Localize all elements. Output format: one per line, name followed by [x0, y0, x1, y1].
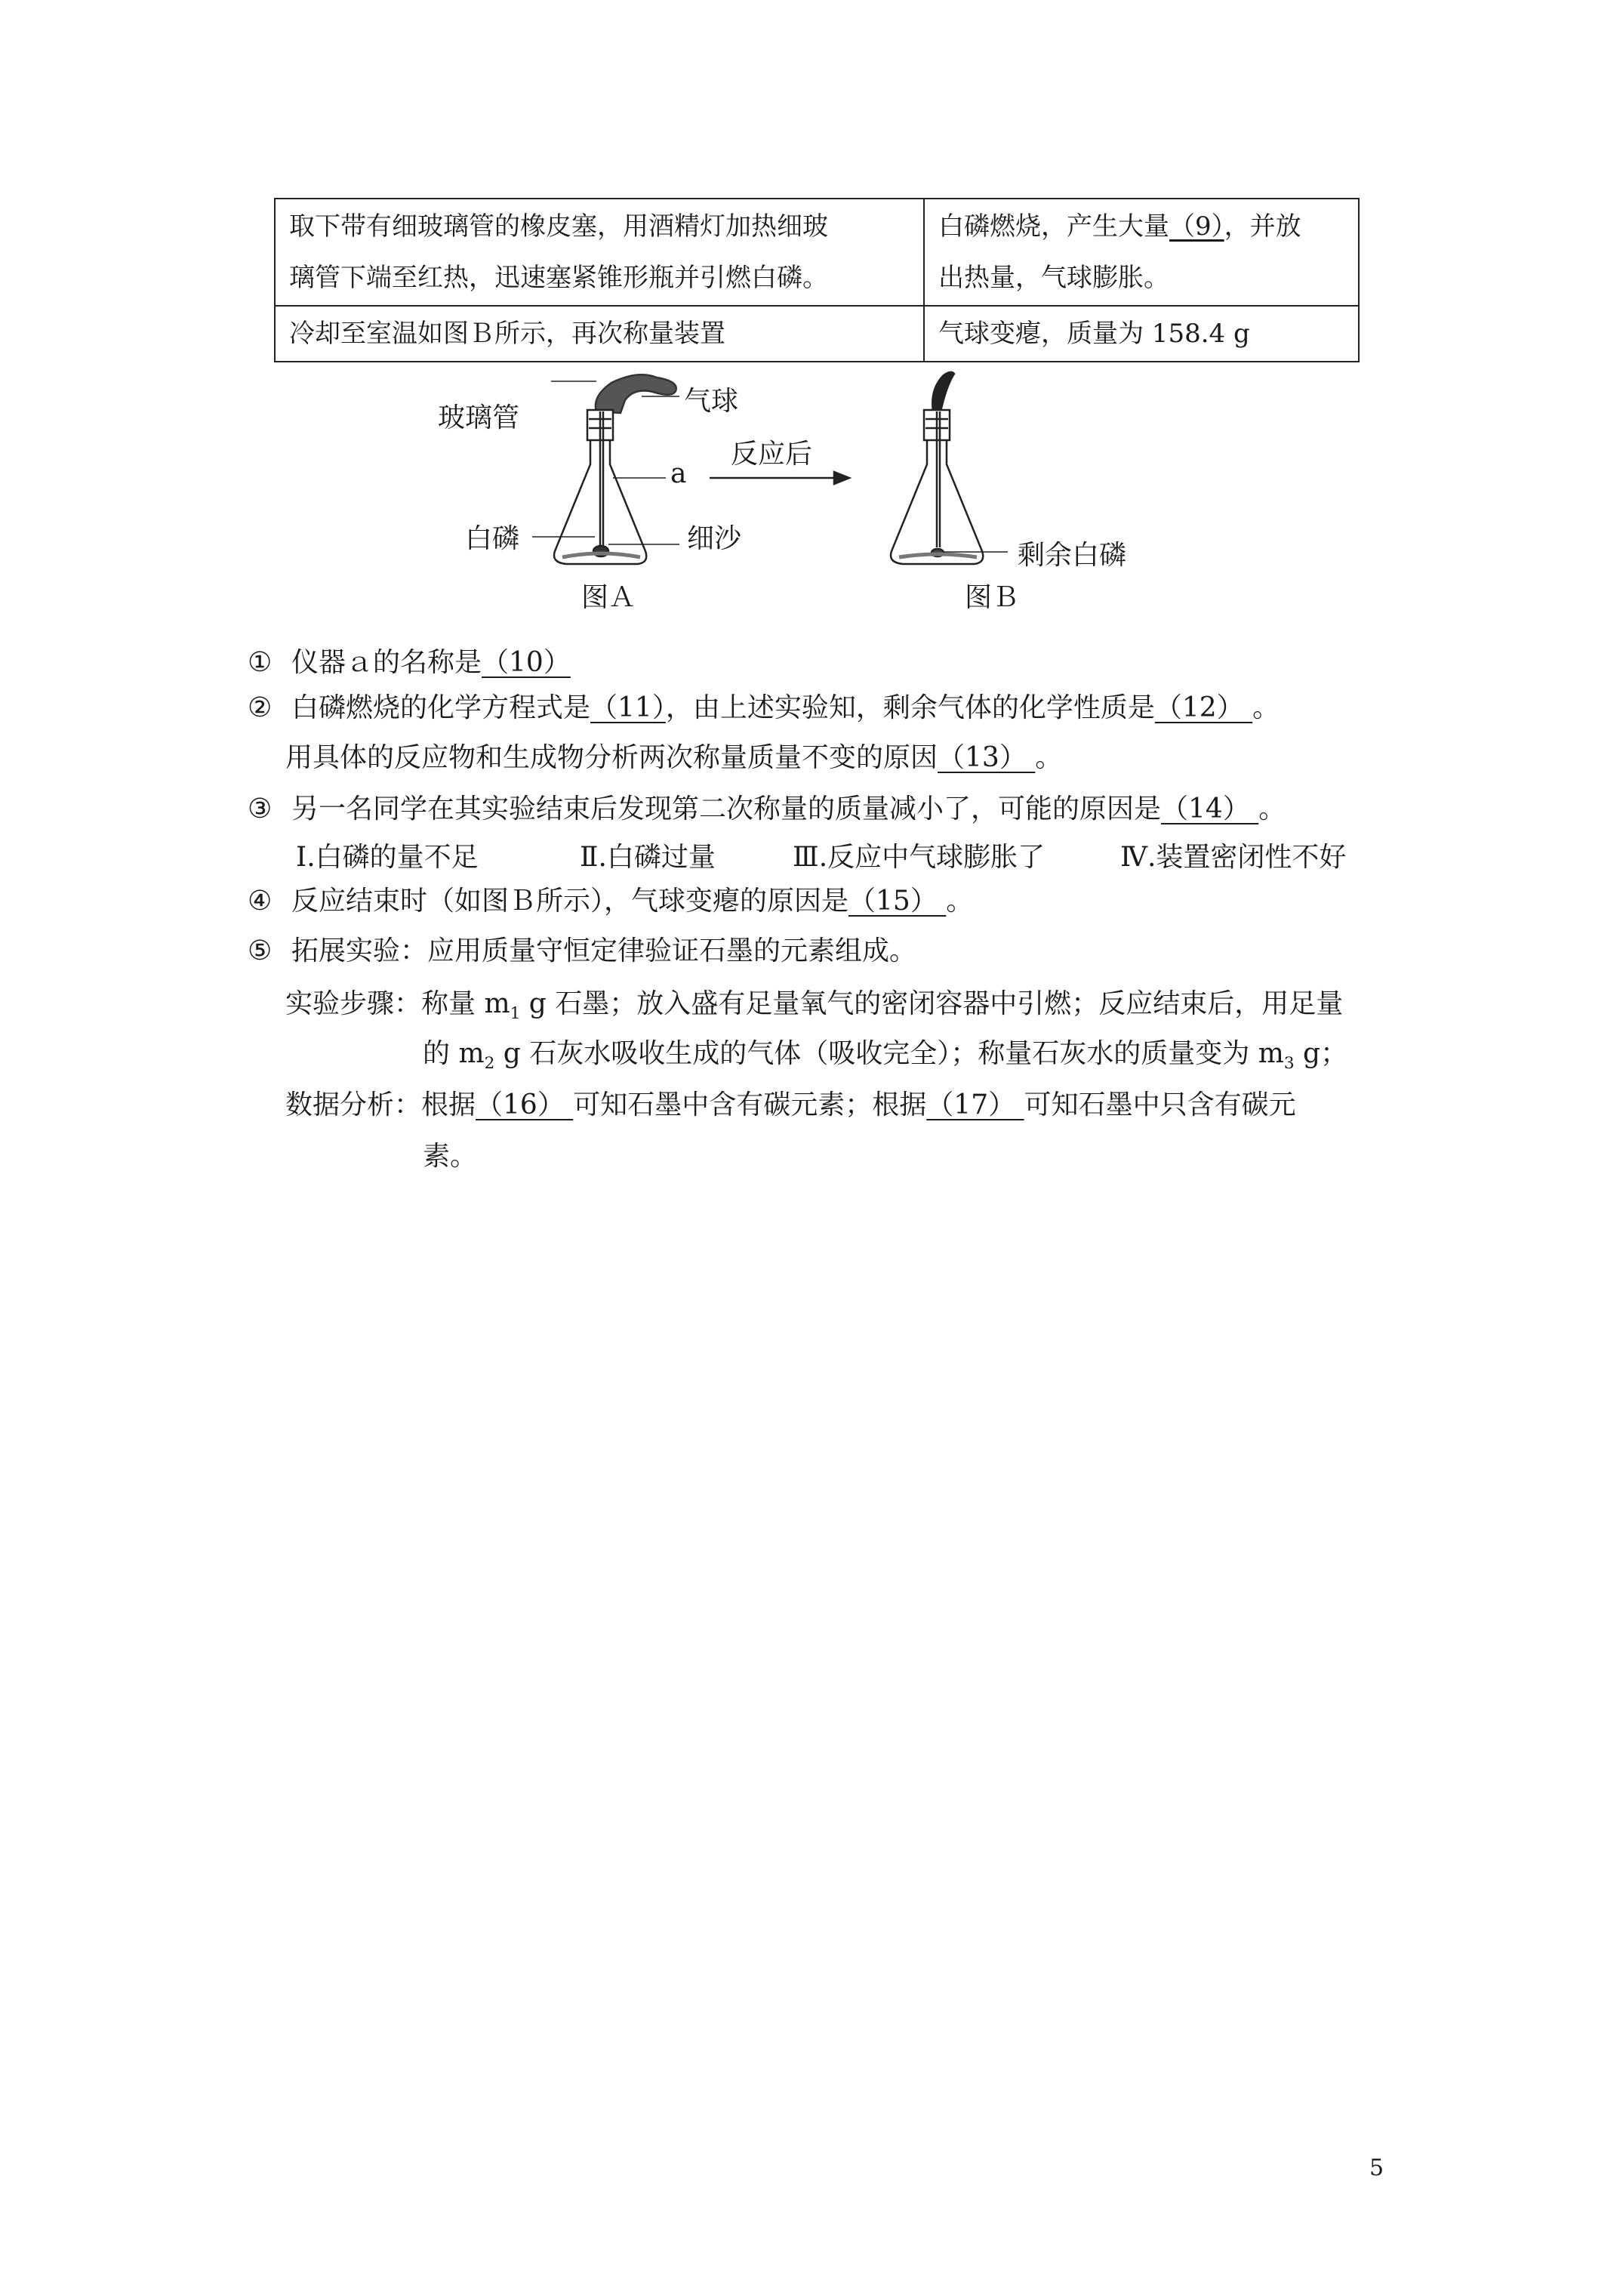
- cell-line: [938, 201, 1344, 252]
- answer-blank-14: （14）: [1161, 794, 1259, 824]
- question-text: 。: [1258, 794, 1286, 824]
- question-number: ⑤: [248, 935, 273, 966]
- steps-text: 的 m: [423, 1038, 485, 1069]
- experiment-table: [274, 198, 1360, 362]
- question-number: ④: [248, 886, 273, 917]
- analysis-text: 可知石墨中只含有碳元: [1024, 1089, 1296, 1120]
- question-text: 白磷燃烧的化学方程式是: [291, 692, 591, 723]
- answer-blank-12: （12）: [1154, 692, 1253, 723]
- answer-blank-16: （16）: [476, 1089, 574, 1120]
- option-item: Ⅲ.反应中气球膨胀了: [793, 842, 1046, 873]
- experiment-steps-line-1: [285, 986, 1343, 1032]
- page-number: 5: [1369, 2155, 1384, 2181]
- answer-blank-17: （17）: [926, 1089, 1024, 1120]
- steps-text: g；: [1294, 1038, 1348, 1069]
- flask-diagram: [423, 366, 1223, 615]
- label-balloon: 气球: [684, 386, 739, 417]
- question-text: 。: [946, 886, 974, 917]
- label-white-phosphorus: 白磷: [465, 523, 520, 554]
- question-1: [248, 645, 571, 681]
- question-4: [248, 883, 973, 920]
- cell-line: 冷却至室温如图Ｂ所示，再次称量装置: [289, 319, 725, 349]
- steps-text: g 石墨；放入盛有足量氧气的密闭容器中引燃；反应结束后，用足量: [520, 988, 1344, 1019]
- flask-b-illustration: [891, 372, 1008, 564]
- table-row: [275, 306, 1359, 362]
- data-analysis-line-2: 素。: [423, 1141, 478, 1172]
- reaction-arrow: [710, 472, 849, 484]
- cell-line: 取下带有细玻璃管的橡皮塞，用酒精灯加热细玻: [289, 211, 828, 242]
- question-number: ①: [248, 647, 273, 678]
- question-2-continued: [285, 740, 1062, 776]
- table-cell-operation: [275, 199, 924, 306]
- question-text: 拓展实验：应用质量守恒定律验证石墨的元素组成。: [291, 935, 917, 966]
- steps-text: g 石灰水吸收生成的气体（吸收完全）；称量石灰水的质量变为 m: [494, 1038, 1284, 1069]
- label-glass-tube: 玻璃管: [438, 402, 520, 433]
- subscript: 1: [510, 1004, 521, 1024]
- question-3: [248, 791, 1286, 827]
- steps-text: 实验步骤：称量 m: [285, 988, 510, 1019]
- cell-text: ，并放: [1224, 211, 1301, 242]
- experiment-figure: [423, 366, 1223, 615]
- question-text: 。: [1035, 742, 1063, 773]
- label-remaining-phosphorus: 剩余白磷: [1018, 540, 1127, 571]
- question-number: ②: [248, 692, 273, 723]
- answer-blank-15: （15）: [848, 886, 947, 917]
- table-cell-phenomenon: [924, 199, 1359, 306]
- answer-blank-11: （11）: [590, 692, 666, 723]
- cell-line: 璃管下端至红热，迅速塞紧锥形瓶并引燃白磷。: [289, 263, 828, 293]
- experiment-steps-line-2: [423, 1036, 1347, 1082]
- subscript: 2: [484, 1054, 495, 1074]
- label-fine-sand: 细沙: [687, 523, 742, 554]
- label-instrument-a: a: [670, 458, 687, 489]
- cell-line: 出热量，气球膨胀。: [938, 263, 1169, 293]
- flask-a-illustration: [532, 374, 679, 564]
- analysis-text: 数据分析：根据: [285, 1089, 476, 1120]
- answer-blank-13: （13）: [938, 742, 1036, 773]
- option-item: Ⅰ.白磷的量不足: [296, 842, 479, 873]
- question-text: 反应结束时（如图Ｂ所示），气球变瘪的原因是: [291, 886, 849, 917]
- table-cell-operation: [275, 306, 924, 362]
- cell-line: 气球变瘪，质量为 158.4 g: [938, 319, 1250, 349]
- question-number: ③: [248, 794, 273, 824]
- caption-figure-a: 图Ａ: [581, 582, 636, 613]
- arrow-label: 反应后: [731, 439, 813, 470]
- option-item: Ⅱ.白磷过量: [580, 842, 716, 873]
- table-row: [275, 199, 1359, 306]
- answer-blank-10: （10）: [482, 647, 571, 678]
- question-text: 。: [1252, 692, 1280, 723]
- question-text: 仪器ａ的名称是: [291, 647, 482, 678]
- cell-text: 白磷燃烧，产生大量: [938, 211, 1169, 242]
- answer-blank-9: （9）: [1169, 211, 1224, 242]
- subscript: 3: [1283, 1054, 1295, 1074]
- question-text: 另一名同学在其实验结束后发现第二次称量的质量减小了，可能的原因是: [291, 794, 1162, 824]
- question-2: [248, 690, 1280, 726]
- data-analysis-line-1: [285, 1087, 1296, 1123]
- question-text: 用具体的反应物和生成物分析两次称量质量不变的原因: [285, 742, 938, 773]
- question-text: ，由上述实验知，剩余气体的化学性质是: [665, 692, 1155, 723]
- analysis-text: 可知石墨中含有碳元素；根据: [573, 1089, 927, 1120]
- question-5: [248, 933, 916, 969]
- option-item: Ⅳ.装置密闭性不好: [1120, 842, 1347, 873]
- table-cell-phenomenon: [924, 306, 1359, 362]
- caption-figure-b: 图Ｂ: [965, 582, 1020, 613]
